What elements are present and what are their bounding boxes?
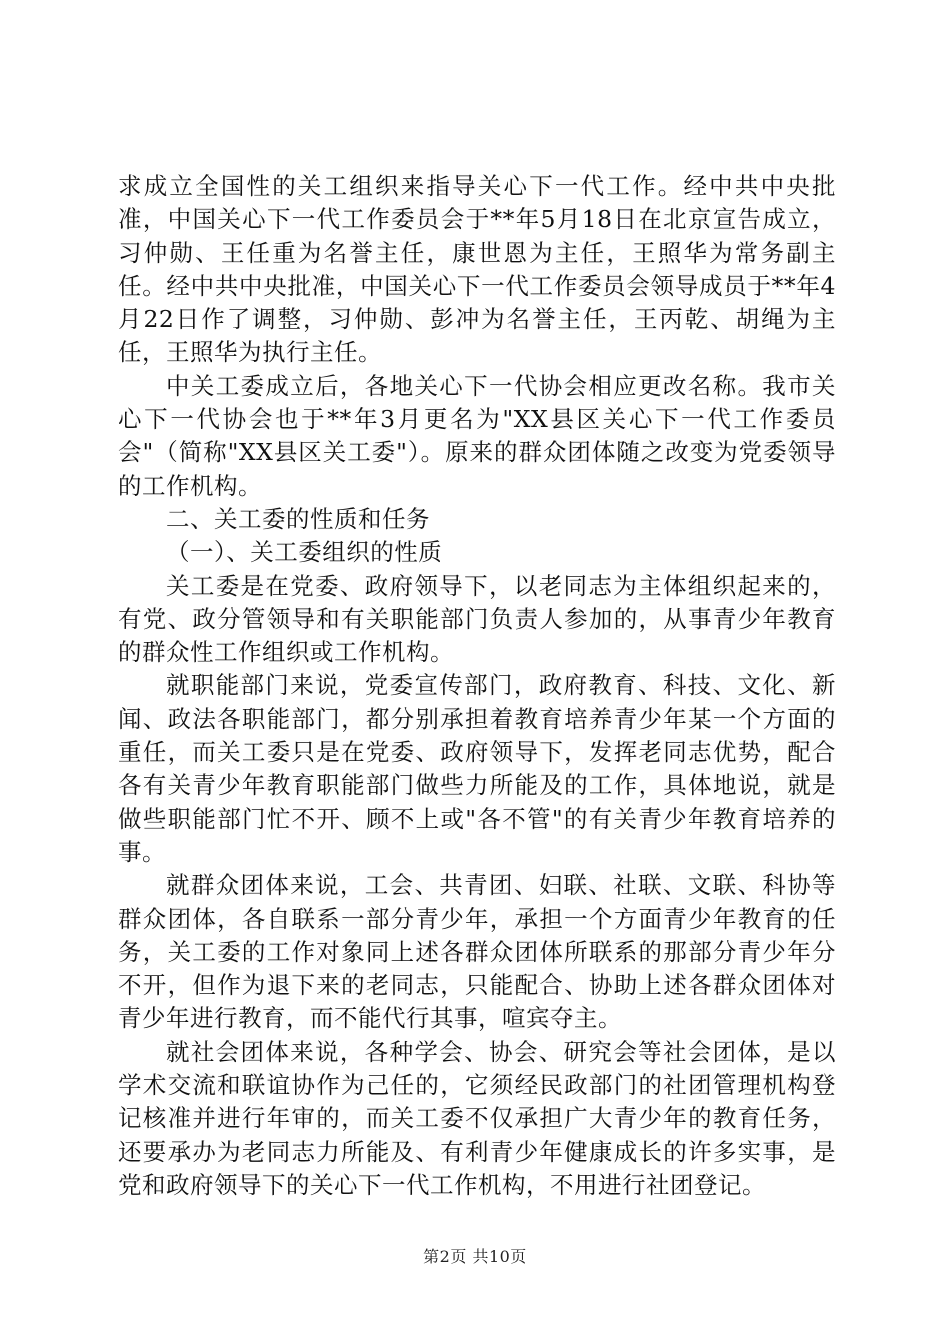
paragraph-functional-departments: 就职能部门来说，党委宣传部门，政府教育、科技、文化、新闻、政法各职能部门，都分别承担着教育培养青少年某一个方面的重任，而关工委只是在党委、政府领导下，发挥老同志优势，配合各有关青少年教育职能部门做些力所能及的工作，具体地说，就是做些职能部门忙不开、顾不上或"各不管"的有关青少年教育培养的事。 bbox=[118, 671, 836, 866]
paragraph-renaming: 中关工委成立后，各地关心下一代协会相应更改名称。我市关心下一代协会也于**年3月更名为"XX县区关心下一代工作委员会"（简称"XX县区关工委"）。原来的群众团体随之改变为党委领导的工作机构。 bbox=[118, 371, 836, 500]
paragraph-social-organizations: 就社会团体来说，各种学会、协会、研究会等社会团体，是以学术交流和联谊协作为己任的，它须经民政部门的社团管理机构登记核准并进行年审的，而关工委不仅承担广大青少年的教育任务，还要承办为老同志力所能及、有利青少年健康成长的许多实事，是党和政府领导下的关心下一代工作机构，不用进行社团登记。 bbox=[118, 1037, 836, 1199]
document-body bbox=[118, 170, 836, 1202]
paragraph-mass-organizations: 就群众团体来说，工会、共青团、妇联、社联、文联、科协等群众团体，各自联系一部分青少年，承担一个方面青少年教育的任务，关工委的工作对象同上述各群众团体所联系的那部分青少年分不开，但作为退下来的老同志，只能配合、协助上述各群众团体对青少年进行教育，而不能代行其事，喧宾夺主。 bbox=[118, 871, 836, 1033]
paragraph-continuation: 求成立全国性的关工组织来指导关心下一代工作。经中共中央批准，中国关心下一代工作委员会于**年5月18日在北京宣告成立，习仲勋、王任重为名誉主任，康世恩为主任，王照华为常务副主任。经中共中央批准，中国关心下一代工作委员会领导成员于**年4月22日作了调整，习仲勋、彭冲为名誉主任，王丙乾、胡绳为主任，王照华为执行主任。 bbox=[118, 172, 836, 367]
subsection-heading: （一）、关工委组织的性质 bbox=[166, 538, 443, 567]
page-number-footer: 第2页 共10页 bbox=[423, 1247, 527, 1266]
paragraph-nature: 关工委是在党委、政府领导下，以老同志为主体组织起来的，有党、政分管领导和有关职能部门负责人参加的，从事青少年教育的群众性工作组织或工作机构。 bbox=[118, 571, 836, 667]
section-heading: 二、关工委的性质和任务 bbox=[166, 504, 430, 533]
